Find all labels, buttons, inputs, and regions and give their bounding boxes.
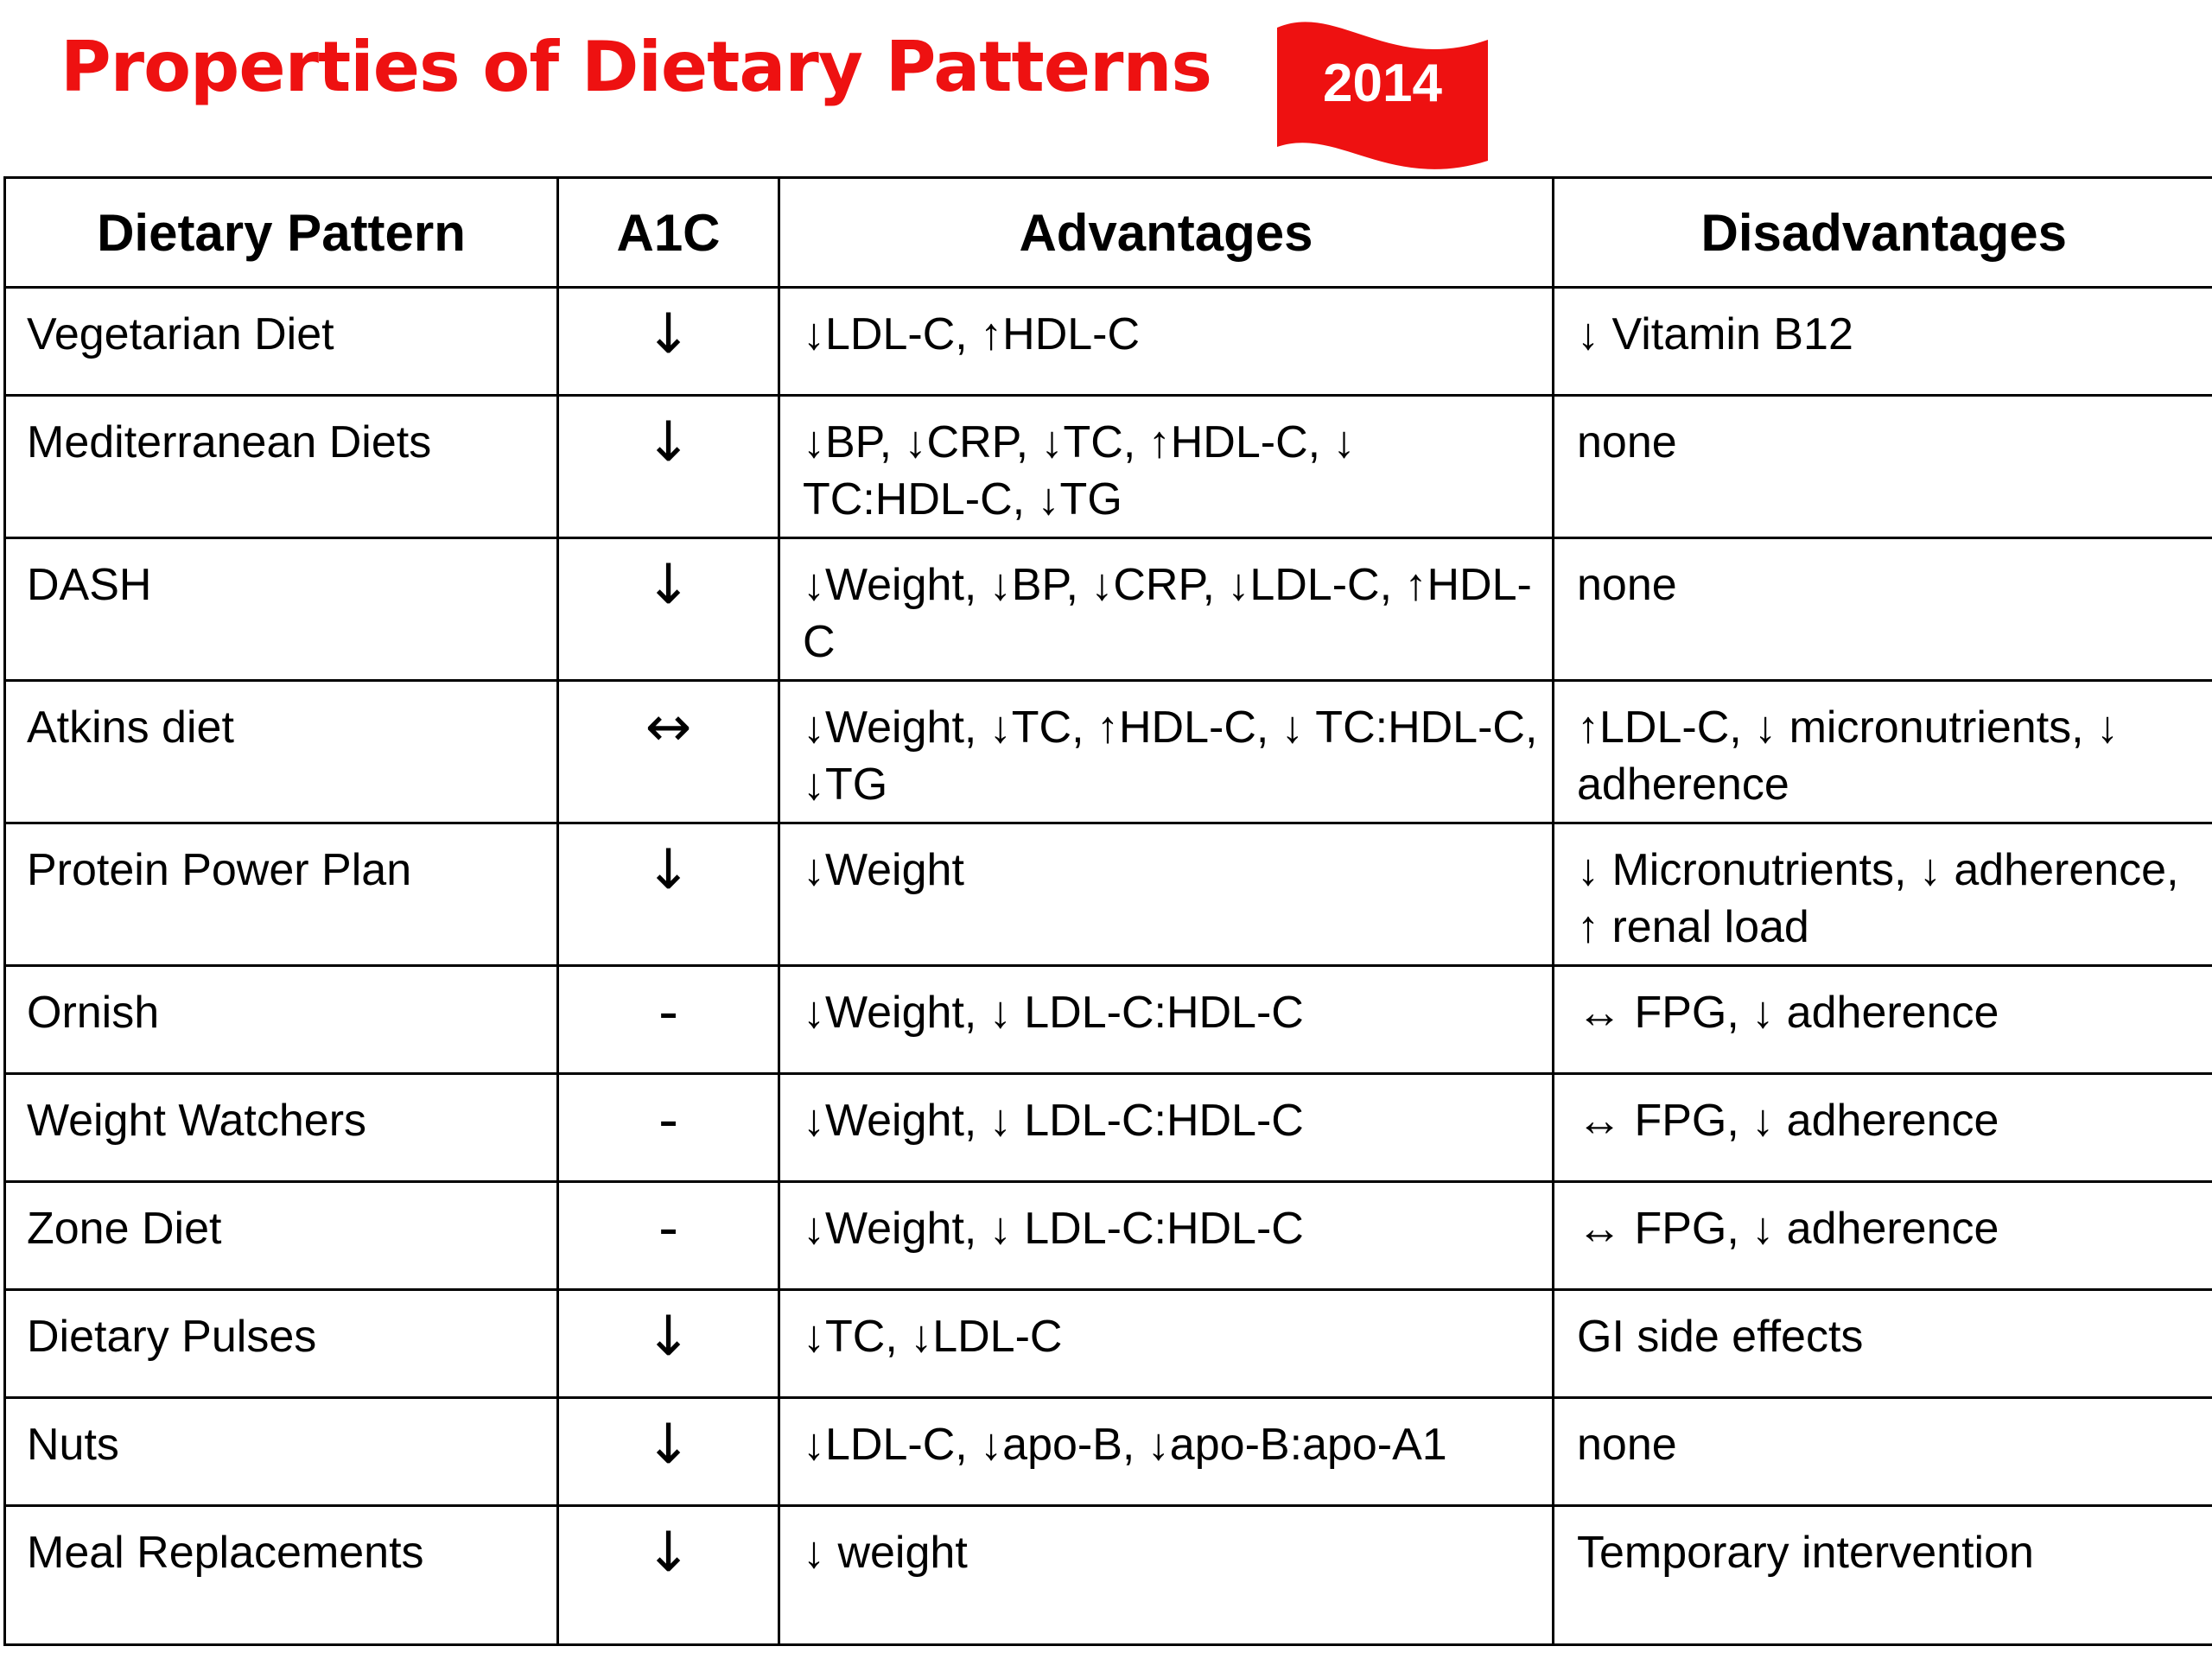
- a1c-cell: -: [558, 1074, 779, 1182]
- table-row: [5, 966, 2212, 1074]
- advantages-cell: ↓Weight, ↓TC, ↑HDL-C, ↓ TC:HDL-C, ↓TG: [779, 681, 1554, 823]
- dietary-patterns-table: [3, 176, 2212, 1646]
- pattern-cell: Protein Power Plan: [5, 823, 558, 966]
- advantages-cell: ↓LDL-C, ↑HDL-C: [779, 288, 1554, 396]
- year-flag-badge: [1277, 16, 1488, 171]
- a1c-cell: ↓: [558, 823, 779, 966]
- table-header-row: [5, 178, 2212, 288]
- advantages-cell: ↓TC, ↓LDL-C: [779, 1290, 1554, 1398]
- advantages-cell: ↓Weight, ↓ LDL-C:HDL-C: [779, 1182, 1554, 1290]
- a1c-cell: ↓: [558, 288, 779, 396]
- table-row: [5, 1398, 2212, 1506]
- advantages-cell: ↓BP, ↓CRP, ↓TC, ↑HDL-C, ↓ TC:HDL-C, ↓TG: [779, 396, 1554, 538]
- pattern-cell: Ornish: [5, 966, 558, 1074]
- disadvantages-cell: none: [1554, 1398, 2212, 1506]
- a1c-cell: ↓: [558, 1506, 779, 1645]
- a1c-cell: ↓: [558, 1290, 779, 1398]
- pattern-cell: Nuts: [5, 1398, 558, 1506]
- table-row: [5, 681, 2212, 823]
- disadvantages-cell: Temporary intervention: [1554, 1506, 2212, 1645]
- pattern-cell: Weight Watchers: [5, 1074, 558, 1182]
- a1c-cell: ↔: [558, 681, 779, 823]
- advantages-cell: ↓Weight, ↓BP, ↓CRP, ↓LDL-C, ↑HDL-C: [779, 538, 1554, 681]
- a1c-cell: ↓: [558, 396, 779, 538]
- advantages-cell: ↓LDL-C, ↓apo-B, ↓apo-B:apo-A1: [779, 1398, 1554, 1506]
- page-title: Properties of Dietary Patterns: [60, 27, 1212, 107]
- pattern-cell: Dietary Pulses: [5, 1290, 558, 1398]
- disadvantages-cell: ↔ FPG, ↓ adherence: [1554, 966, 2212, 1074]
- a1c-cell: ↓: [558, 1398, 779, 1506]
- advantages-cell: ↓Weight, ↓ LDL-C:HDL-C: [779, 966, 1554, 1074]
- advantages-cell: ↓Weight, ↓ LDL-C:HDL-C: [779, 1074, 1554, 1182]
- disadvantages-cell: none: [1554, 396, 2212, 538]
- a1c-cell: -: [558, 1182, 779, 1290]
- pattern-cell: Zone Diet: [5, 1182, 558, 1290]
- disadvantages-cell: ↔ FPG, ↓ adherence: [1554, 1182, 2212, 1290]
- pattern-cell: Atkins diet: [5, 681, 558, 823]
- disadvantages-cell: ↑LDL-C, ↓ micronutrients, ↓ adherence: [1554, 681, 2212, 823]
- table-row: [5, 396, 2212, 538]
- table-row: [5, 1074, 2212, 1182]
- header-dietary-pattern: Dietary Pattern: [5, 178, 558, 288]
- disadvantages-cell: none: [1554, 538, 2212, 681]
- disadvantages-cell: ↓ Vitamin B12: [1554, 288, 2212, 396]
- pattern-cell: Vegetarian Diet: [5, 288, 558, 396]
- advantages-cell: ↓Weight: [779, 823, 1554, 966]
- table-row: [5, 1506, 2212, 1645]
- disadvantages-cell: GI side effects: [1554, 1290, 2212, 1398]
- table-row: [5, 288, 2212, 396]
- table-row: [5, 538, 2212, 681]
- pattern-cell: DASH: [5, 538, 558, 681]
- disadvantages-cell: ↔ FPG, ↓ adherence: [1554, 1074, 2212, 1182]
- pattern-cell: Mediterranean Diets: [5, 396, 558, 538]
- header-advantages: Advantages: [779, 178, 1554, 288]
- table-row: [5, 823, 2212, 966]
- header-a1c: A1C: [558, 178, 779, 288]
- a1c-cell: ↓: [558, 538, 779, 681]
- advantages-cell: ↓ weight: [779, 1506, 1554, 1645]
- table-row: [5, 1182, 2212, 1290]
- disadvantages-cell: ↓ Micronutrients, ↓ adherence, ↑ renal load: [1554, 823, 2212, 966]
- table-row: [5, 1290, 2212, 1398]
- a1c-cell: -: [558, 966, 779, 1074]
- pattern-cell: Meal Replacements: [5, 1506, 558, 1645]
- header-disadvantages: Disadvantages: [1554, 178, 2212, 288]
- year-badge-label: 2014: [1323, 54, 1442, 113]
